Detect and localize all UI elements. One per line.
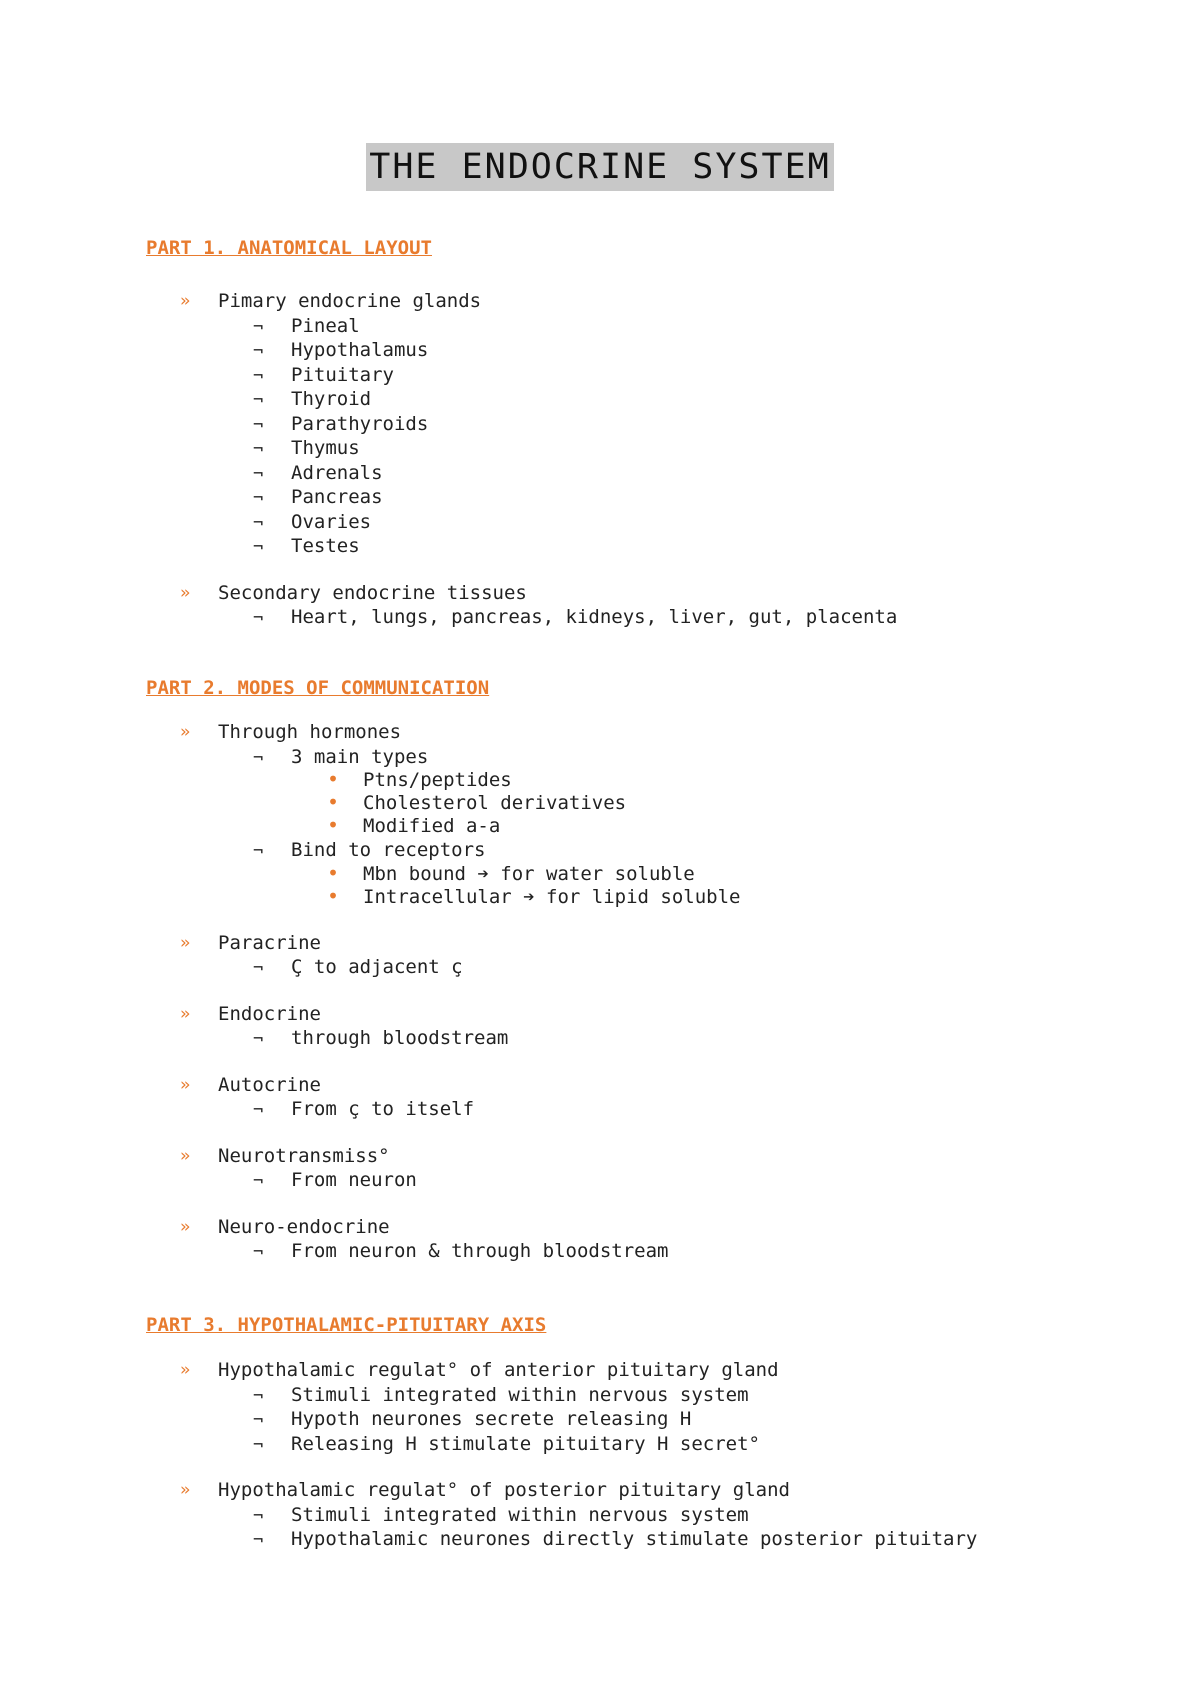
gland-item bbox=[253, 314, 1146, 339]
not-sign-bullet-icon: ¬ bbox=[253, 841, 264, 861]
dot-bullet-icon: • bbox=[327, 860, 340, 885]
part3-list bbox=[180, 1358, 1146, 1552]
document-title: THE ENDOCRINE SYSTEM bbox=[366, 143, 833, 191]
chevron-bullet-icon: » bbox=[180, 582, 191, 603]
paracrine-sublist bbox=[253, 955, 1146, 980]
not-sign-bullet-icon: ¬ bbox=[253, 1505, 264, 1526]
gland-item bbox=[253, 485, 1146, 510]
chevron-bullet-icon: » bbox=[180, 1074, 191, 1095]
gland-item bbox=[253, 363, 1146, 388]
anterior-regulation-label: Hypothalamic regulat° of anterior pituitary gland bbox=[218, 1359, 779, 1381]
anterior-detail-item bbox=[253, 1407, 1146, 1432]
posterior-detail-item bbox=[253, 1503, 1146, 1528]
neuroendocrine-detail-item bbox=[253, 1239, 1146, 1264]
receptors-item bbox=[253, 838, 1146, 909]
posterior-regulation-sublist bbox=[253, 1503, 1146, 1552]
neuroendocrine-detail: From neuron & through bloodstream bbox=[291, 1240, 669, 1262]
part3-heading: PART 3. HYPOTHALAMIC-PITUITARY AXIS bbox=[146, 1314, 547, 1336]
autocrine-detail-item bbox=[253, 1097, 1146, 1122]
not-sign-bullet-icon: ¬ bbox=[253, 1434, 264, 1455]
secondary-tissues-item bbox=[180, 581, 1146, 630]
posterior-regulation-item bbox=[180, 1478, 1146, 1552]
not-sign-bullet-icon: ¬ bbox=[253, 1171, 264, 1191]
chevron-bullet-icon: » bbox=[180, 1216, 191, 1237]
part2-list bbox=[180, 720, 1146, 1264]
chevron-bullet-icon: » bbox=[180, 722, 191, 742]
gland-item bbox=[253, 534, 1146, 559]
gland-item bbox=[253, 436, 1146, 461]
gland-label: Parathyroids bbox=[291, 412, 429, 435]
hormone-type-label: Ptns/peptides bbox=[363, 769, 512, 791]
not-sign-bullet-icon: ¬ bbox=[253, 1410, 264, 1430]
receptors-label: Bind to receptors bbox=[291, 839, 486, 861]
part2-heading: PART 2. MODES OF COMMUNICATION bbox=[146, 677, 490, 699]
not-sign-bullet-icon: ¬ bbox=[253, 1385, 264, 1406]
posterior-regulation-label: Hypothalamic regulat° of posterior pituitary gland bbox=[218, 1479, 790, 1501]
neurotransmission-detail: From neuron bbox=[291, 1169, 417, 1191]
autocrine-detail: From ç to itself bbox=[291, 1098, 475, 1120]
gland-item bbox=[253, 338, 1146, 363]
part1-heading: PART 1. ANATOMICAL LAYOUT bbox=[146, 237, 432, 259]
gland-label: Hypothalamus bbox=[291, 339, 429, 361]
tissue-label: Heart, lungs, pancreas, kidneys, liver, gut, placenta bbox=[291, 606, 898, 628]
anterior-detail-item bbox=[253, 1383, 1146, 1408]
secondary-tissues-label: Secondary endocrine tissues bbox=[218, 581, 527, 604]
neurotransmission-label: Neurotransmiss° bbox=[218, 1144, 390, 1167]
autocrine-sublist bbox=[253, 1097, 1146, 1122]
neurotransmission-item bbox=[180, 1144, 1146, 1193]
chevron-bullet-icon: » bbox=[180, 291, 191, 311]
posterior-detail-item bbox=[253, 1527, 1146, 1552]
autocrine-label: Autocrine bbox=[218, 1073, 321, 1096]
primary-glands-label: Pimary endocrine glands bbox=[218, 290, 482, 312]
dot-bullet-icon: • bbox=[327, 883, 340, 908]
section-part2 bbox=[146, 676, 1146, 1264]
chevron-bullet-icon: » bbox=[180, 1480, 191, 1500]
gland-label: Pineal bbox=[291, 314, 360, 337]
hormone-type-label: Cholesterol derivatives bbox=[363, 792, 627, 814]
primary-glands-item bbox=[180, 289, 1146, 559]
endocrine-detail-item bbox=[253, 1026, 1146, 1051]
gland-label: Thyroid bbox=[291, 388, 372, 410]
gland-label: Pituitary bbox=[291, 363, 394, 386]
dot-bullet-icon: • bbox=[327, 813, 340, 837]
section-part3 bbox=[146, 1313, 1146, 1552]
not-sign-bullet-icon: ¬ bbox=[253, 463, 264, 484]
not-sign-bullet-icon: ¬ bbox=[253, 747, 264, 768]
gland-item bbox=[253, 412, 1146, 437]
gland-item bbox=[253, 387, 1146, 412]
not-sign-bullet-icon: ¬ bbox=[253, 365, 264, 386]
anterior-detail: Stimuli integrated within nervous system bbox=[291, 1383, 749, 1406]
not-sign-bullet-icon: ¬ bbox=[253, 341, 264, 361]
endocrine-detail: through bloodstream bbox=[291, 1027, 509, 1049]
dot-bullet-icon: • bbox=[327, 790, 340, 814]
not-sign-bullet-icon: ¬ bbox=[253, 390, 264, 410]
hormone-type-item bbox=[327, 792, 1146, 815]
hormone-types-list bbox=[327, 769, 1146, 838]
receptors-list bbox=[327, 860, 1146, 909]
anterior-detail: Releasing H stimulate pituitary H secret° bbox=[291, 1432, 760, 1455]
tissue-item bbox=[253, 605, 1146, 630]
endocrine-label: Endocrine bbox=[218, 1002, 321, 1025]
gland-item bbox=[253, 461, 1146, 486]
receptor-label: Mbn bound ➔ for water soluble bbox=[363, 862, 695, 885]
gland-label: Ovaries bbox=[291, 510, 372, 533]
not-sign-bullet-icon: ¬ bbox=[253, 1029, 264, 1049]
not-sign-bullet-icon: ¬ bbox=[253, 608, 264, 628]
part1-list bbox=[180, 289, 1146, 630]
anterior-detail-item bbox=[253, 1432, 1146, 1457]
secondary-tissues-sublist bbox=[253, 605, 1146, 630]
posterior-detail: Stimuli integrated within nervous system bbox=[291, 1503, 749, 1526]
neuroendocrine-label: Neuro-endocrine bbox=[218, 1215, 390, 1238]
neurotransmission-sublist bbox=[253, 1168, 1146, 1193]
paracrine-detail: Ç to adjacent ç bbox=[291, 956, 463, 978]
title-container bbox=[0, 143, 1200, 191]
anterior-detail: Hypoth neurones secrete releasing H bbox=[291, 1408, 692, 1430]
not-sign-bullet-icon: ¬ bbox=[253, 1242, 264, 1262]
posterior-detail: Hypothalamic neurones directly stimulate posterior pituitary bbox=[291, 1528, 978, 1550]
receptor-item bbox=[327, 883, 1146, 909]
neuroendocrine-item bbox=[180, 1215, 1146, 1264]
not-sign-bullet-icon: ¬ bbox=[253, 1530, 264, 1550]
chevron-bullet-icon: » bbox=[180, 1003, 191, 1024]
not-sign-bullet-icon: ¬ bbox=[253, 414, 264, 435]
neuroendocrine-sublist bbox=[253, 1239, 1146, 1264]
anterior-regulation-sublist bbox=[253, 1383, 1146, 1457]
paracrine-item bbox=[180, 931, 1146, 980]
hormones-sublist bbox=[253, 745, 1146, 909]
chevron-bullet-icon: » bbox=[180, 932, 191, 953]
gland-label: Pancreas bbox=[291, 486, 383, 508]
not-sign-bullet-icon: ¬ bbox=[253, 488, 264, 508]
hormone-types-item bbox=[253, 745, 1146, 839]
endocrine-sublist bbox=[253, 1026, 1146, 1051]
not-sign-bullet-icon: ¬ bbox=[253, 958, 264, 978]
gland-item bbox=[253, 510, 1146, 535]
not-sign-bullet-icon: ¬ bbox=[253, 512, 264, 533]
anterior-regulation-item bbox=[180, 1358, 1146, 1456]
hormone-type-item bbox=[327, 769, 1146, 792]
hormones-label: Through hormones bbox=[218, 721, 402, 743]
paracrine-detail-item bbox=[253, 955, 1146, 980]
not-sign-bullet-icon: ¬ bbox=[253, 537, 264, 557]
endocrine-item bbox=[180, 1002, 1146, 1051]
autocrine-item bbox=[180, 1073, 1146, 1122]
hormone-type-item bbox=[327, 815, 1146, 838]
paracrine-label: Paracrine bbox=[218, 931, 321, 954]
receptor-label: Intracellular ➔ for lipid soluble bbox=[363, 885, 741, 908]
dot-bullet-icon: • bbox=[327, 767, 340, 791]
receptor-item bbox=[327, 860, 1146, 886]
gland-label: Testes bbox=[291, 535, 360, 557]
not-sign-bullet-icon: ¬ bbox=[253, 316, 264, 337]
gland-label: Adrenals bbox=[291, 461, 383, 484]
hormone-type-label: Modified a-a bbox=[363, 815, 501, 837]
not-sign-bullet-icon: ¬ bbox=[253, 439, 264, 459]
section-part1 bbox=[146, 236, 1146, 630]
hormones-item bbox=[180, 720, 1146, 909]
not-sign-bullet-icon: ¬ bbox=[253, 1100, 264, 1120]
primary-glands-sublist bbox=[253, 314, 1146, 559]
chevron-bullet-icon: » bbox=[180, 1360, 191, 1380]
hormone-types-label: 3 main types bbox=[291, 745, 429, 768]
neurotransmission-detail-item bbox=[253, 1168, 1146, 1193]
chevron-bullet-icon: » bbox=[180, 1145, 191, 1166]
gland-label: Thymus bbox=[291, 437, 360, 459]
